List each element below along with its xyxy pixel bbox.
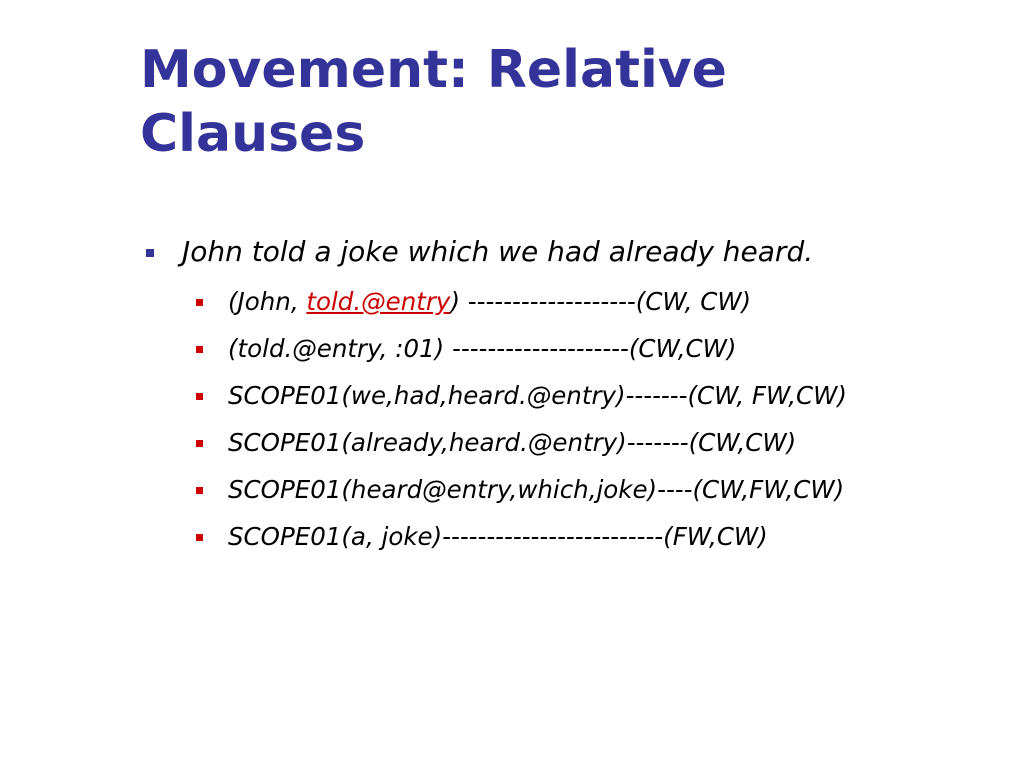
square-bullet-icon <box>196 440 203 447</box>
slide-title-line-1: Movement: Relative <box>140 40 727 100</box>
slide-title <box>140 38 980 166</box>
main-bullet-item <box>140 232 1000 272</box>
square-bullet-icon <box>196 299 203 306</box>
square-bullet-icon <box>196 393 203 400</box>
told-entry-link[interactable]: told.@entry <box>306 287 451 316</box>
square-bullet-icon <box>196 534 203 541</box>
sub-bullet-item <box>140 470 1000 509</box>
sub-bullet-item <box>140 423 1000 462</box>
sub-bullet-text: (told.@entry, :01) --------------------(CW,CW) <box>228 334 737 363</box>
sub-bullet-list <box>140 282 1000 556</box>
square-bullet-icon <box>196 346 203 353</box>
sub-bullet-text: SCOPE01(heard@entry,which,joke)----(CW,FW,CW) <box>228 475 845 504</box>
sub-bullet-suffix: ) -------------------(CW, CW) <box>450 287 752 316</box>
slide-title-line-2: Clauses <box>140 104 366 164</box>
sub-bullet-text: SCOPE01(we,had,heard.@entry)-------(CW, FW,CW) <box>228 381 847 410</box>
slide-content <box>140 232 1000 556</box>
main-bullet-text: John told a joke which we had already heard. <box>182 235 814 268</box>
sub-bullet-item <box>140 376 1000 415</box>
square-bullet-icon <box>146 249 154 257</box>
sub-bullet-prefix: (John, <box>228 287 307 316</box>
square-bullet-icon <box>196 487 203 494</box>
sub-bullet-item <box>140 329 1000 368</box>
sub-bullet-item <box>140 282 1000 321</box>
sub-bullet-text: SCOPE01(a, joke)-------------------------(FW,CW) <box>228 522 768 551</box>
sub-bullet-text: SCOPE01(already,heard.@entry)-------(CW,CW) <box>228 428 797 457</box>
sub-bullet-item <box>140 517 1000 556</box>
